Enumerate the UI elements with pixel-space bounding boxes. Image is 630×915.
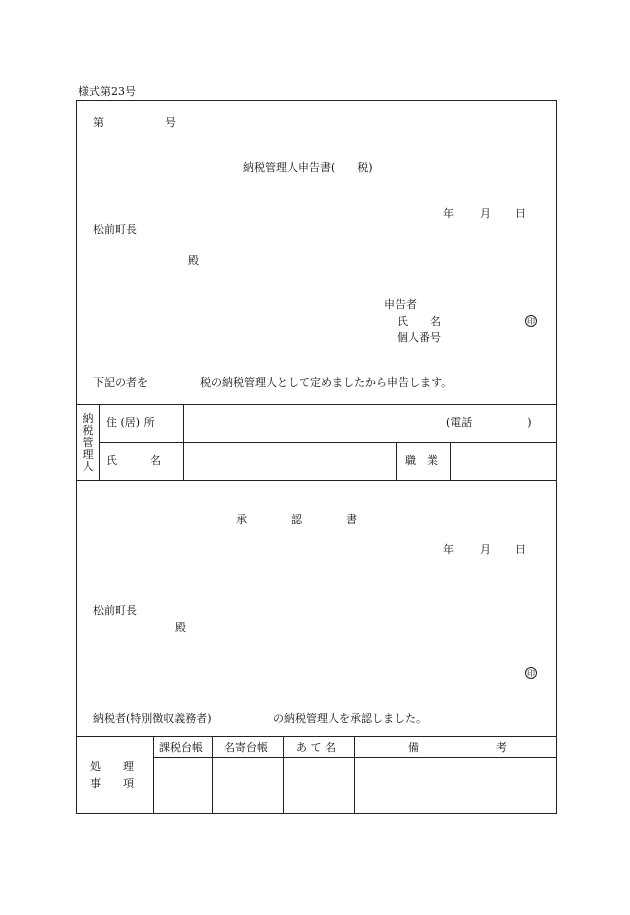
processing-header-name-ledger: 名寄台帳 <box>224 741 268 754</box>
processing-col-4 <box>354 736 355 814</box>
approval-date-month: 月 <box>480 543 491 556</box>
approval-body-left: 納税者(特別徴収義務者) <box>93 712 212 725</box>
occupation-divider-right <box>450 442 451 480</box>
declaration-body-left: 下記の者を <box>93 376 148 389</box>
seal-icon: 印 <box>527 317 535 326</box>
manager-vertical-label: 納税管理人 <box>82 412 94 473</box>
processing-col-1 <box>153 736 154 814</box>
declaration-body-right: 税の納税管理人として定めましたから申告します。 <box>200 376 453 389</box>
occupation-label: 職 業 <box>405 454 438 467</box>
name-label: 氏 名 <box>397 315 441 328</box>
number-suffix: 号 <box>165 116 176 129</box>
processing-top-line <box>76 736 557 737</box>
manager-mid-line <box>99 442 557 443</box>
manager-top-line <box>76 404 557 405</box>
processing-col-2 <box>212 736 213 814</box>
declarant-label: 申告者 <box>384 298 417 311</box>
number-prefix: 第 <box>93 116 104 129</box>
processing-header-line <box>153 757 557 758</box>
addressee: 松前町長 <box>93 223 137 236</box>
approval-date-day: 日 <box>515 543 526 556</box>
approval-addressee: 松前町長 <box>93 604 137 617</box>
approval-title: 承 認 書 <box>236 513 357 526</box>
manager-name-label: 氏 名 <box>106 454 161 467</box>
manager-bottom-line <box>76 480 557 481</box>
manager-field-divider <box>183 404 184 480</box>
approval-date-year: 年 <box>443 543 454 556</box>
processing-header-tax-ledger: 課税台帳 <box>159 741 203 754</box>
occupation-divider-left <box>396 442 397 480</box>
honorific: 殿 <box>188 254 199 267</box>
approval-honorific: 殿 <box>175 621 186 634</box>
processing-header-addressee: あ て 名 <box>296 741 336 754</box>
date-year: 年 <box>443 207 454 220</box>
form-number: 様式第23号 <box>78 85 136 98</box>
declaration-title: 納税管理人申告書( 税) <box>243 161 373 174</box>
manager-label-divider <box>99 404 100 480</box>
processing-header-remarks: 備 考 <box>408 741 507 754</box>
phone-label: (電話 ) <box>446 416 532 429</box>
address-label: 住 (居) 所 <box>106 416 155 429</box>
approval-body-right: の納税管理人を承認しました。 <box>273 712 427 725</box>
processing-label-line2: 事 項 <box>90 777 134 790</box>
approval-seal-icon: 印 <box>527 669 535 678</box>
date-day: 日 <box>515 207 526 220</box>
processing-col-3 <box>283 736 284 814</box>
processing-label-line1: 処 理 <box>90 760 134 773</box>
date-month: 月 <box>480 207 491 220</box>
individual-number-label: 個人番号 <box>397 331 441 344</box>
